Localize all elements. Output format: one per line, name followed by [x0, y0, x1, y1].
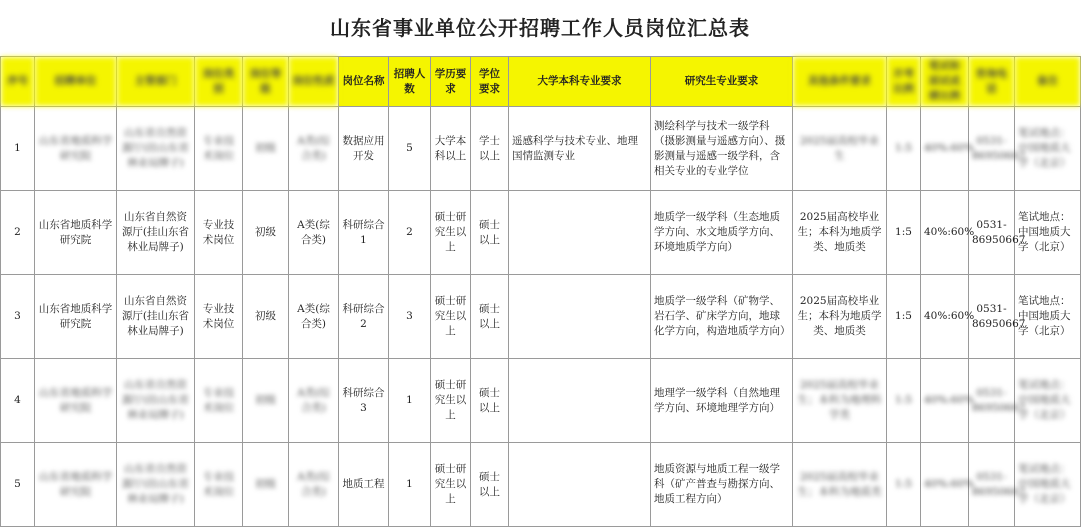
cell-ratio: 1:5	[887, 275, 921, 359]
cell-category: 专业技术岗位	[195, 191, 243, 275]
cell-unit: 山东省地质科学研究院	[35, 191, 117, 275]
header-other: 其他条件要求	[793, 57, 887, 107]
cell-master-major: 地质学一级学科（矿物学、岩石学、矿床学方向，地球化学方向，构造地质学方向）	[651, 275, 793, 359]
cell-ratio: 1:5	[887, 359, 921, 443]
cell-type: A类(综合类)	[289, 275, 339, 359]
table-row	[1, 359, 1081, 443]
cell-education: 硕士研究生以上	[431, 359, 471, 443]
header-note: 备注	[1015, 57, 1081, 107]
cell-unit: 山东省地质科学研究院	[35, 443, 117, 527]
cell-degree: 硕士以上	[471, 191, 509, 275]
cell-score-ratio: 40%:60%	[921, 191, 969, 275]
header-type: 岗位性质	[289, 57, 339, 107]
cell-other: 2025届高校毕业生；本科为地质学类、地质类	[793, 191, 887, 275]
table-row	[1, 443, 1081, 527]
cell-master-major: 地质学一级学科（生态地质学方向、水文地质学方向、环境地质学方向）	[651, 191, 793, 275]
cell-level: 初级	[243, 443, 289, 527]
cell-count: 5	[389, 107, 431, 191]
cell-other: 2025届高校毕业生；本科为地理科学类	[793, 359, 887, 443]
cell-unit: 山东省地质科学研究院	[35, 107, 117, 191]
cell-no: 5	[1, 443, 35, 527]
cell-dept: 山东省自然资源厅(挂山东省林业局牌子)	[117, 191, 195, 275]
cell-bachelor-major	[509, 359, 651, 443]
header-post-name: 岗位名称	[339, 57, 389, 107]
header-ratio: 开考比例	[887, 57, 921, 107]
cell-post-name: 地质工程	[339, 443, 389, 527]
cell-note: 笔试地点：中国地质大学（北京）	[1015, 107, 1081, 191]
cell-phone: 0531-86950667	[969, 443, 1015, 527]
cell-unit: 山东省地质科学研究院	[35, 275, 117, 359]
cell-phone: 0531-86950667	[969, 191, 1015, 275]
cell-education: 硕士研究生以上	[431, 191, 471, 275]
cell-phone: 0531-86950667	[969, 275, 1015, 359]
header-bachelor-major: 大学本科专业要求	[509, 57, 651, 107]
header-education: 学历要求	[431, 57, 471, 107]
header-count: 招聘人数	[389, 57, 431, 107]
cell-degree: 硕士以上	[471, 443, 509, 527]
cell-degree: 硕士以上	[471, 275, 509, 359]
table-header-row	[1, 57, 1081, 107]
cell-phone: 0531-86950667	[969, 107, 1015, 191]
header-dept: 主管部门	[117, 57, 195, 107]
cell-other: 2025届高校毕业生；本科为地质类	[793, 443, 887, 527]
cell-master-major: 地质资源与地质工程一级学科（矿产普查与勘探方向、地质工程方向）	[651, 443, 793, 527]
cell-note: 笔试地点：中国地质大学（北京）	[1015, 443, 1081, 527]
cell-degree: 硕士以上	[471, 359, 509, 443]
table-row	[1, 275, 1081, 359]
cell-score-ratio: 40%:60%	[921, 275, 969, 359]
cell-education: 大学本科以上	[431, 107, 471, 191]
cell-bachelor-major	[509, 443, 651, 527]
cell-post-name: 科研综合2	[339, 275, 389, 359]
cell-type: A类(综合类)	[289, 443, 339, 527]
cell-no: 4	[1, 359, 35, 443]
cell-no: 1	[1, 107, 35, 191]
cell-level: 初级	[243, 359, 289, 443]
page-title: 山东省事业单位公开招聘工作人员岗位汇总表	[330, 16, 750, 40]
cell-post-name: 数据应用开发	[339, 107, 389, 191]
header-master-major: 研究生专业要求	[651, 57, 793, 107]
cell-other: 2025届高校毕业生；本科为地质学类、地质类	[793, 275, 887, 359]
cell-no: 3	[1, 275, 35, 359]
cell-other: 2025届高校毕业生	[793, 107, 887, 191]
cell-category: 专业技术岗位	[195, 107, 243, 191]
cell-no: 2	[1, 191, 35, 275]
cell-dept: 山东省自然资源厅(挂山东省林业局牌子)	[117, 359, 195, 443]
cell-type: A类(综合类)	[289, 359, 339, 443]
cell-bachelor-major	[509, 275, 651, 359]
cell-post-name: 科研综合3	[339, 359, 389, 443]
cell-ratio: 1:5	[887, 191, 921, 275]
cell-bachelor-major: 遥感科学与技术专业、地理国情监测专业	[509, 107, 651, 191]
cell-score-ratio: 40%:60%	[921, 107, 969, 191]
positions-table	[0, 56, 1081, 527]
table-row	[1, 191, 1081, 275]
cell-score-ratio: 40%:60%	[921, 443, 969, 527]
cell-dept: 山东省自然资源厅(挂山东省林业局牌子)	[117, 275, 195, 359]
cell-level: 初级	[243, 275, 289, 359]
cell-ratio: 1:5	[887, 107, 921, 191]
header-unit: 招聘单位	[35, 57, 117, 107]
cell-dept: 山东省自然资源厅(挂山东省林业局牌子)	[117, 107, 195, 191]
cell-bachelor-major	[509, 191, 651, 275]
cell-type: A类(综合类)	[289, 191, 339, 275]
cell-type: A类(综合类)	[289, 107, 339, 191]
header-degree: 学位要求	[471, 57, 509, 107]
cell-master-major: 地理学一级学科（自然地理学方向、环境地理学方向）	[651, 359, 793, 443]
cell-education: 硕士研究生以上	[431, 443, 471, 527]
cell-ratio: 1:5	[887, 443, 921, 527]
cell-master-major: 测绘科学与技术一级学科（摄影测量与遥感方向）、摄影测量与遥感一级学科，含相关专业的专业学位	[651, 107, 793, 191]
cell-level: 初级	[243, 191, 289, 275]
cell-level: 初级	[243, 107, 289, 191]
header-category: 岗位类别	[195, 57, 243, 107]
cell-note: 笔试地点：中国地质大学（北京）	[1015, 275, 1081, 359]
header-no: 序号	[1, 57, 35, 107]
cell-unit: 山东省地质科学研究院	[35, 359, 117, 443]
cell-education: 硕士研究生以上	[431, 275, 471, 359]
table-row	[1, 107, 1081, 191]
header-level: 岗位等级	[243, 57, 289, 107]
cell-post-name: 科研综合1	[339, 191, 389, 275]
cell-category: 专业技术岗位	[195, 275, 243, 359]
cell-score-ratio: 40%:60%	[921, 359, 969, 443]
cell-count: 1	[389, 359, 431, 443]
cell-category: 专业技术岗位	[195, 359, 243, 443]
header-phone: 咨询电话	[969, 57, 1015, 107]
cell-count: 3	[389, 275, 431, 359]
cell-note: 笔试地点：中国地质大学（北京）	[1015, 191, 1081, 275]
cell-count: 2	[389, 191, 431, 275]
cell-category: 专业技术岗位	[195, 443, 243, 527]
cell-note: 笔试地点：中国地质大学（北京）	[1015, 359, 1081, 443]
cell-phone: 0531-86950667	[969, 359, 1015, 443]
cell-dept: 山东省自然资源厅(挂山东省林业局牌子)	[117, 443, 195, 527]
cell-count: 1	[389, 443, 431, 527]
header-score-ratio: 笔试和面试成绩比例	[921, 57, 969, 107]
cell-degree: 学士以上	[471, 107, 509, 191]
